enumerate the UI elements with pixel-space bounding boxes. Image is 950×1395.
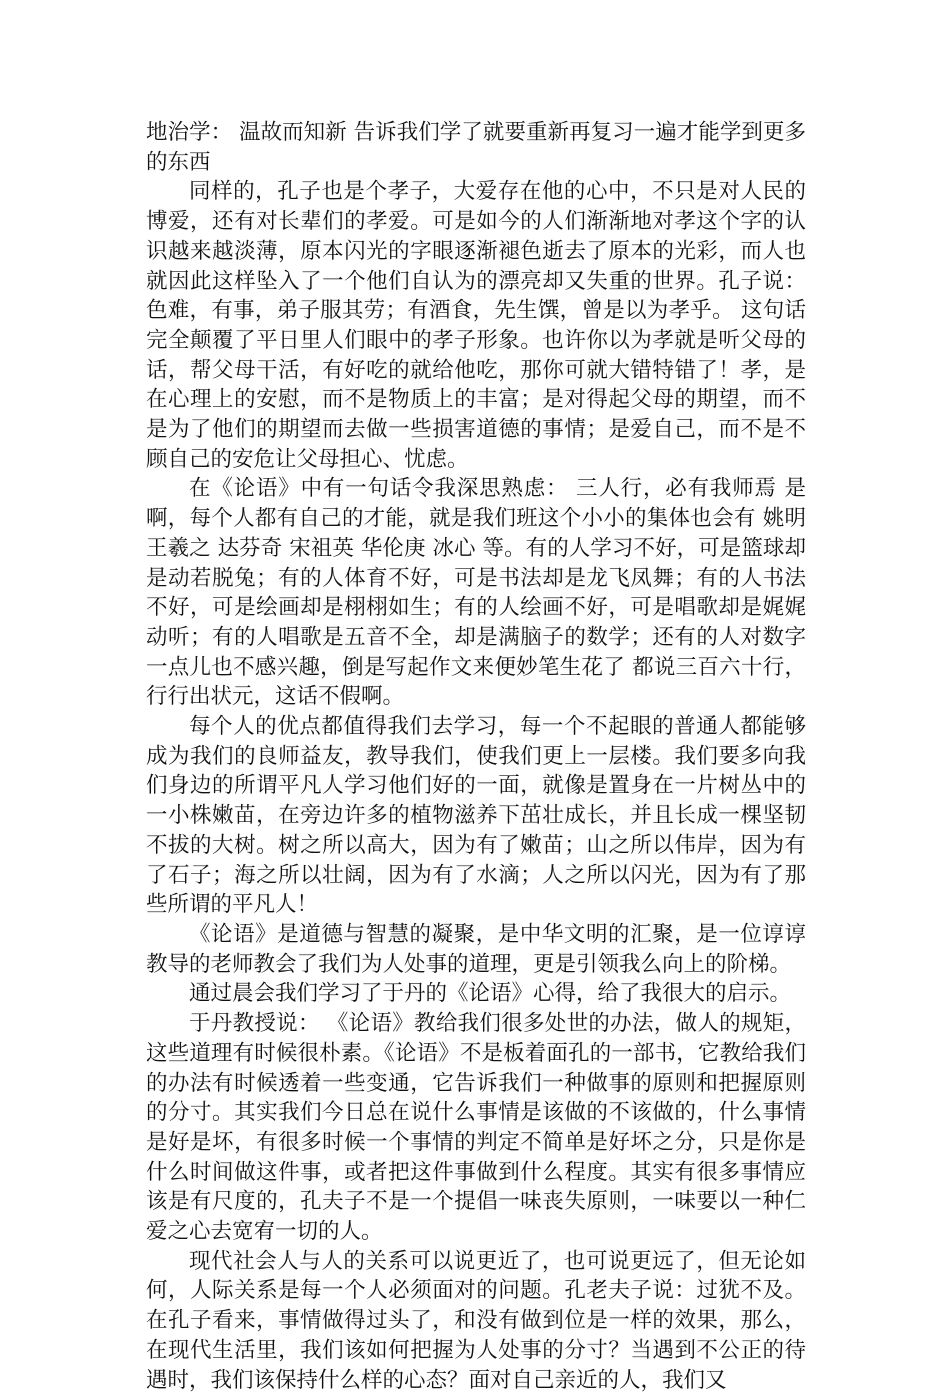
paragraph-7: 于丹教授说： 《论语》教给我们很多处世的办法，做人的规矩，这些道理有时候很朴素。《论语》不是板着面孔的一部书，它教给我们的办法有时候透着一些变通，它告诉我们一种做事的原则和把握原则的分寸。其实我们今日总在说什么事情是该做的不该做的，什么事情是好是坏，有很多时候一个事情的判定不简单是好坏之分，只是你是什么时间做这件事，或者把这件事做到什么程度。其实有很多事情应该是有尺度的，孔夫子不是一个提倡一味丧失原则，一味要以一种仁爱之心去宽宥一切的人。 — [146, 1011, 806, 1245]
paragraph-2: 同样的，孔子也是个孝子，大爱存在他的心中，不只是对人民的博爱，还有对长辈们的孝爱。可是如今的人们渐渐地对孝这个字的认识越来越淡薄，原本闪光的字眼逐渐褪色逝去了原本的光彩，而人也就因此这样坠入了一个他们自认为的漂亮却又失重的世界。孔子说： 色难，有事，弟子服其劳；有酒食，先生馔，曾是以为孝乎。 这句话完全颠覆了平日里人们眼中的孝子形象。也许你以为孝就是听父母的话，帮父母干活，有好吃的就给他吃，那你可就大错特错了！孝，是在心理上的安慰，而不是物质上的丰富；是对得起父母的期望，而不是为了他们的期望而去做一些损害道德的事情；是爱自己，而不是不顾自己的安危让父母担心、忧虑。 — [146, 179, 806, 472]
paragraph-6: 通过晨会我们学习了于丹的《论语》心得，给了我很大的启示。 — [189, 981, 792, 1007]
paragraph-5: 《论语》是道德与智慧的凝聚，是中华文明的汇聚，是一位谆谆教导的老师教会了我们为人处事的道理，更是引领我么向上的阶梯。 — [146, 921, 806, 977]
paragraph-8: 现代社会人与人的关系可以说更近了，也可说更远了，但无论如何，人际关系是每一个人必须面对的问题。孔老夫子说：过犹不及。在孔子看来，事情做得过头了，和没有做到位是一样的效果，那么，在现代生活里，我们该如何把握为人处事的分寸？当遇到不公正的待遇时，我们该保持什么样的心态？面对自己亲近的人，我们又 — [146, 1248, 806, 1393]
paragraph-4: 每个人的优点都值得我们去学习，每一个不起眼的普通人都能够成为我们的良师益友，教导我们，使我们更上一层楼。我们要多向我们身边的所谓平凡人学习他们好的一面，就像是置身在一片树丛中的一小株嫩苗，在旁边许多的植物滋养下茁壮成长，并且长成一棵坚韧不拔的大树。树之所以高大，因为有了嫩苗；山之所以伟岸，因为有了石子；海之所以壮阔，因为有了水滴；人之所以闪光，因为有了那些所谓的平凡人！ — [146, 714, 806, 918]
paragraph-1: 地治学： 温故而知新 告诉我们学了就要重新再复习一遍才能学到更多的东西 — [146, 120, 806, 175]
document-body — [146, 118, 806, 1395]
paragraph-3: 在《论语》中有一句话令我深思熟虑： 三人行，必有我师焉 是啊，每个人都有自己的才能，就是我们班这个小小的集体也会有 姚明 王羲之 达芬奇 宋祖英 华伦庚 冰心 等。有的人学习不好，可是篮球却是动若脱兔；有的人体育不好，可是书法却是龙飞凤舞；有的人书法不好，可是绘画却是栩栩如生；有的人绘画不好，可是唱歌却是娓娓动听；有的人唱歌是五音不全，却是满脑子的数学；还有的人对数字一点儿也不感兴趣，倒是写起作文来便妙笔生花了 都说三百六十行，行行出状元，这话不假啊。 — [146, 476, 806, 710]
